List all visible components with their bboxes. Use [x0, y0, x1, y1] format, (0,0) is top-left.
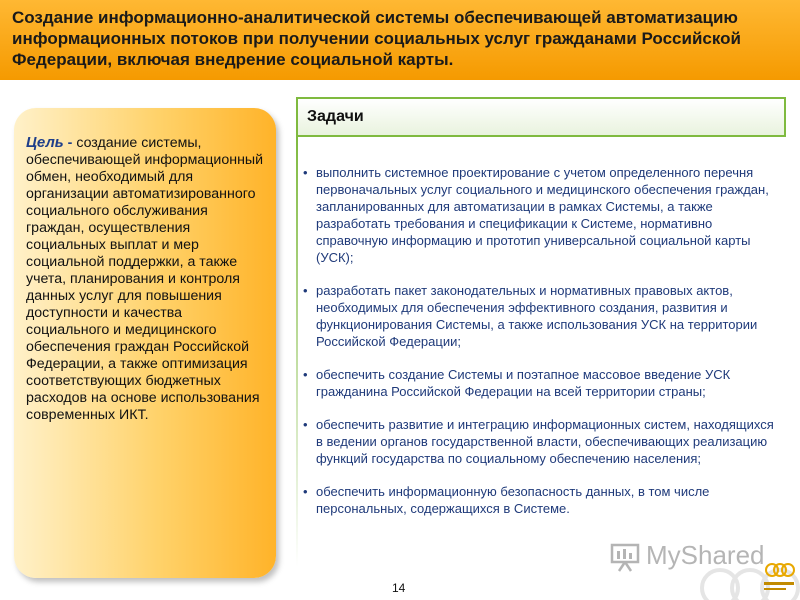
task-item: [300, 282, 778, 350]
goal-box: [14, 108, 276, 578]
task-text: обеспечить создание Системы и поэтапное массовое введение УСК гражданина Российской Федерации на всей территории страны;: [316, 367, 731, 399]
ministry-logo: [760, 558, 796, 594]
tasks-divider: [296, 137, 298, 567]
goal-description: создание системы, обеспечивающей информационный обмен, необходимый для организации автоматизированного социального обслуживания граждан, осуществления социальных выплат и мер социальной поддержки, а также учета, планирования и контроля данных услуг для повышения доступности и качества социального и медицинского обеспечения граждан Российской Федерации, а также оптимизация соответствующих бюджетных расходов на основе использования современных ИКТ.: [26, 135, 264, 423]
bullet-icon: •: [303, 367, 308, 382]
bullet-icon: •: [303, 283, 308, 298]
bullet-icon: •: [303, 165, 308, 180]
page-number: 14: [392, 581, 406, 595]
goal-label: Цель: [26, 134, 64, 151]
watermark-text: MyShared: [646, 540, 765, 570]
goal-text: [26, 134, 268, 424]
watermark: [610, 538, 765, 578]
tasks-header: [296, 97, 786, 137]
task-text: обеспечить развитие и интеграцию информационных систем, находящихся в ведении органов государственной власти, обеспечивающих реализацию функций государства по социальному обеспечению населения;: [316, 417, 774, 466]
tasks-title: Задачи: [307, 108, 364, 125]
task-item: [300, 416, 778, 467]
tasks-list: [300, 164, 778, 533]
task-text: разработать пакет законодательных и нормативных правовых актов, необходимых для обеспечения эффективного создания, развития и функционирования Системы, а также использования УСК на территории Российской Федерации;: [316, 283, 758, 349]
goal-dash: -: [63, 135, 77, 151]
title-bar: [0, 0, 800, 80]
bullet-icon: •: [303, 484, 308, 499]
task-text: выполнить системное проектирование с учетом определенного перечня первоначальных услуг социального и медицинского обеспечения граждан, запланированных для автоматизации в рамках Системы, а также разработать требования и спецификации к Системе, нормативно справочную информацию и прототип универсальной социальной карты (УСК);: [316, 165, 769, 265]
task-item: [300, 366, 778, 400]
bullet-icon: •: [303, 417, 308, 432]
presentation-icon: [610, 542, 640, 572]
slide-title: Создание информационно-аналитической системы обеспечивающей автоматизацию информационных потоков при получении социальных услуг гражданами Российской Федерации, включая внедрение социальной карты.: [12, 8, 741, 69]
task-text: обеспечить информационную безопасность данных, в том числе персональных, содержащихся в Системе.: [316, 484, 710, 516]
task-item: [300, 164, 778, 266]
task-item: [300, 483, 778, 517]
